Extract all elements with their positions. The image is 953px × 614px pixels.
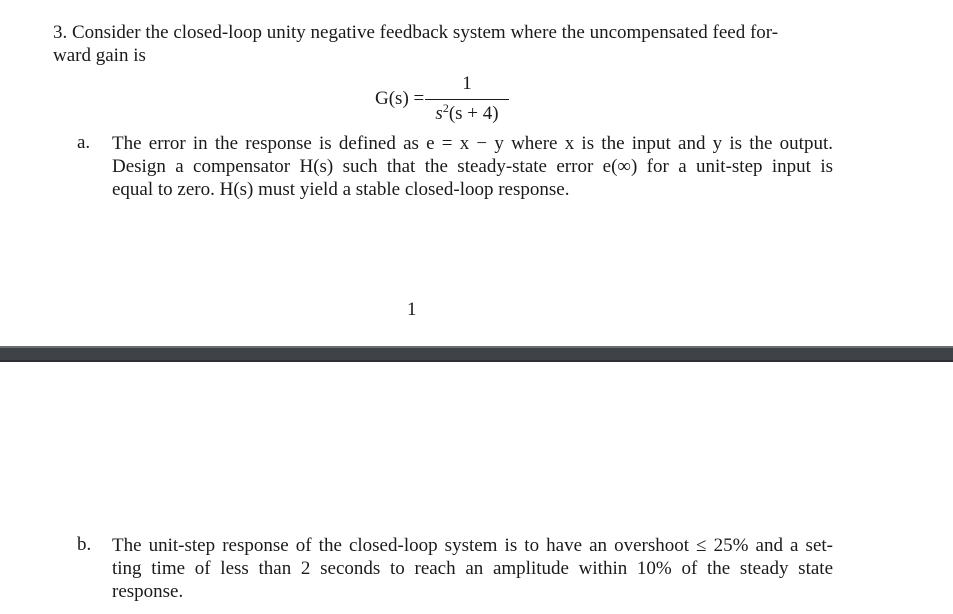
page-number: 1 <box>407 299 417 320</box>
denominator-exponent: 2 <box>442 101 449 115</box>
part-a-label: a. <box>77 132 91 153</box>
problem-intro-text-1: Consider the closed-loop unity negative feedback system where the uncompensated feed for- <box>72 22 779 43</box>
part-a-line-2: Design a compensator H(s) such that the steady-state error e(∞) for a unit-step input is <box>112 156 833 177</box>
part-b-line-2: ting time of less than 2 seconds to reach an amplitude within 10% of the steady state <box>112 558 833 579</box>
part-b-line-1: The unit-step response of the closed-loop system is to have an overshoot ≤ 25% and a set- <box>112 535 833 556</box>
fraction-bar <box>425 99 509 100</box>
denominator-base: s <box>435 103 443 124</box>
problem-intro-line-1 <box>53 21 831 44</box>
problem-intro-line-2: ward gain is <box>53 45 146 66</box>
part-b-line-3: response. <box>112 581 184 602</box>
equation-lhs: G(s) = <box>375 88 425 109</box>
page-separator <box>0 346 953 362</box>
problem-number: 3. <box>53 22 68 43</box>
part-a-line-1: The error in the response is defined as e = x − y where x is the input and y is the output. <box>112 133 833 154</box>
equation-numerator: 1 <box>462 73 472 94</box>
denominator-rest: (s + 4) <box>448 103 499 124</box>
pdf-page-2 <box>0 362 953 614</box>
part-b-label: b. <box>77 534 92 555</box>
part-a-line-3: equal to zero. H(s) must yield a stable closed-loop response. <box>112 179 570 200</box>
equation-denominator <box>425 101 509 125</box>
